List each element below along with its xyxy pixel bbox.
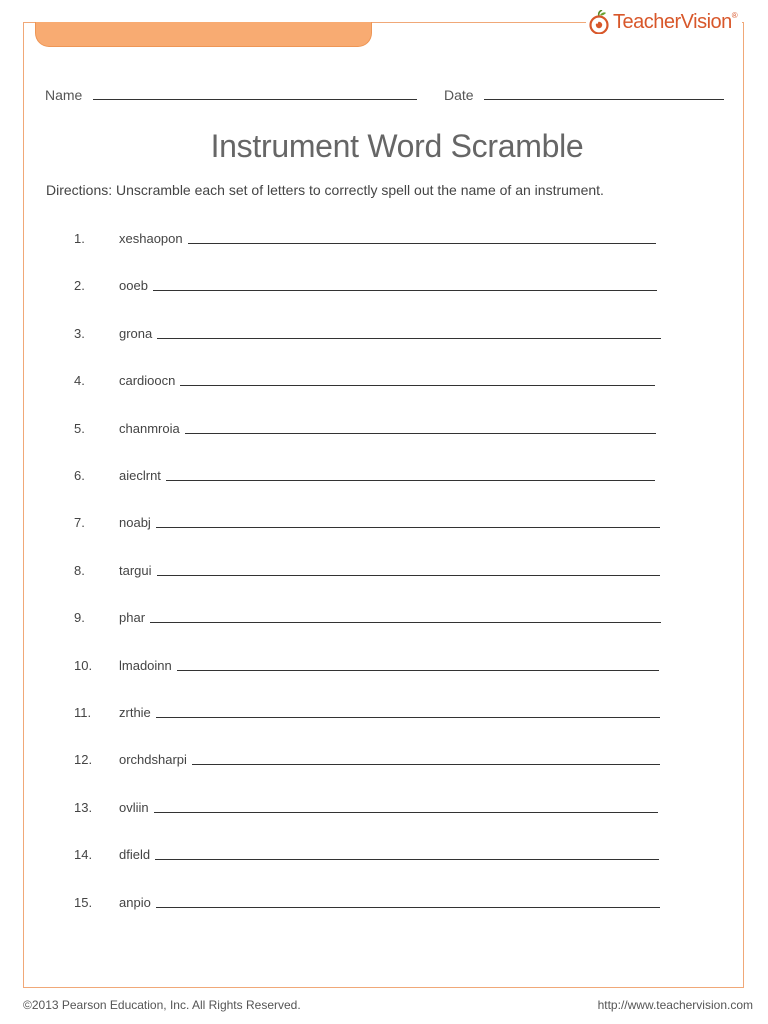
scramble-entry xyxy=(119,231,656,246)
footer-url-link[interactable]: http://www.teachervision.com xyxy=(597,998,753,1012)
list-item xyxy=(0,515,768,535)
list-item xyxy=(0,373,768,393)
copyright-notice: ©2013 Pearson Education, Inc. All Rights Reserved. xyxy=(23,998,301,1012)
scramble-entry xyxy=(119,752,660,767)
scrambled-word: zrthie xyxy=(119,705,151,720)
item-number: 13. xyxy=(74,800,93,815)
scrambled-word: anpio xyxy=(119,895,151,910)
list-item xyxy=(0,326,768,346)
date-label: Date xyxy=(444,87,474,103)
answer-line[interactable] xyxy=(192,764,660,765)
scramble-entry xyxy=(119,800,658,815)
scrambled-word: xeshaopon xyxy=(119,231,183,246)
scramble-entry xyxy=(119,421,656,436)
scramble-entry xyxy=(119,895,660,910)
answer-line[interactable] xyxy=(166,480,655,481)
answer-line[interactable] xyxy=(180,385,655,386)
scramble-entry xyxy=(119,610,661,625)
scrambled-word: noabj xyxy=(119,515,151,530)
item-number: 8. xyxy=(74,563,85,578)
scramble-entry xyxy=(119,847,659,862)
item-number: 15. xyxy=(74,895,93,910)
answer-line[interactable] xyxy=(185,433,656,434)
scrambled-word: phar xyxy=(119,610,146,625)
scrambled-word: orchdsharpi xyxy=(119,752,187,767)
name-field[interactable] xyxy=(93,99,417,100)
worksheet-title: Instrument Word Scramble xyxy=(210,128,584,164)
answer-line[interactable] xyxy=(150,622,661,623)
scrambled-word: ovliin xyxy=(119,800,149,815)
answer-line[interactable] xyxy=(154,812,658,813)
answer-line[interactable] xyxy=(153,290,657,291)
list-item xyxy=(0,563,768,583)
item-number: 6. xyxy=(74,468,85,483)
header-tab xyxy=(35,22,372,47)
page-border xyxy=(23,22,744,988)
item-number: 7. xyxy=(74,515,85,530)
scramble-entry xyxy=(119,373,655,388)
scrambled-word: aieclrnt xyxy=(119,468,161,483)
directions-text: Directions: Unscramble each set of letters to correctly spell out the name of an instrument. xyxy=(46,182,604,198)
item-number: 3. xyxy=(74,326,85,341)
scramble-entry xyxy=(119,468,655,483)
scramble-entry xyxy=(119,563,660,578)
scrambled-word: targui xyxy=(119,563,152,578)
answer-line[interactable] xyxy=(156,717,660,718)
item-number: 12. xyxy=(74,752,93,767)
list-item xyxy=(0,468,768,488)
item-number: 10. xyxy=(74,658,93,673)
apple-icon xyxy=(588,10,610,34)
scrambled-word: cardioocn xyxy=(119,373,176,388)
registered-mark: ® xyxy=(731,11,738,20)
answer-line[interactable] xyxy=(188,243,656,244)
scrambled-word: lmadoinn xyxy=(119,658,172,673)
scrambled-word: dfield xyxy=(119,847,151,862)
teachervision-logo[interactable] xyxy=(586,7,742,37)
name-label: Name xyxy=(45,87,83,103)
scrambled-word: grona xyxy=(119,326,153,341)
list-item xyxy=(0,278,768,298)
answer-line[interactable] xyxy=(156,527,660,528)
item-number: 14. xyxy=(74,847,93,862)
list-item xyxy=(0,658,768,678)
answer-line[interactable] xyxy=(157,575,660,576)
scramble-entry xyxy=(119,658,659,673)
list-item xyxy=(0,421,768,441)
answer-line[interactable] xyxy=(177,670,659,671)
answer-line[interactable] xyxy=(157,338,661,339)
scrambled-word: ooeb xyxy=(119,278,148,293)
item-number: 4. xyxy=(74,373,85,388)
answer-line[interactable] xyxy=(156,907,660,908)
item-number: 2. xyxy=(74,278,85,293)
list-item xyxy=(0,800,768,820)
scramble-entry xyxy=(119,326,661,341)
date-field[interactable] xyxy=(484,99,724,100)
logo-text: TeacherVision xyxy=(613,10,732,33)
list-item xyxy=(0,231,768,251)
list-item xyxy=(0,847,768,867)
list-item xyxy=(0,752,768,772)
list-item xyxy=(0,895,768,915)
item-number: 5. xyxy=(74,421,85,436)
scramble-entry xyxy=(119,278,657,293)
item-number: 11. xyxy=(74,705,92,720)
scrambled-word: chanmroia xyxy=(119,421,180,436)
item-number: 1. xyxy=(74,231,85,246)
list-item xyxy=(0,705,768,725)
answer-line[interactable] xyxy=(155,859,659,860)
item-number: 9. xyxy=(74,610,85,625)
scramble-entry xyxy=(119,515,660,530)
list-item xyxy=(0,610,768,630)
scramble-entry xyxy=(119,705,660,720)
